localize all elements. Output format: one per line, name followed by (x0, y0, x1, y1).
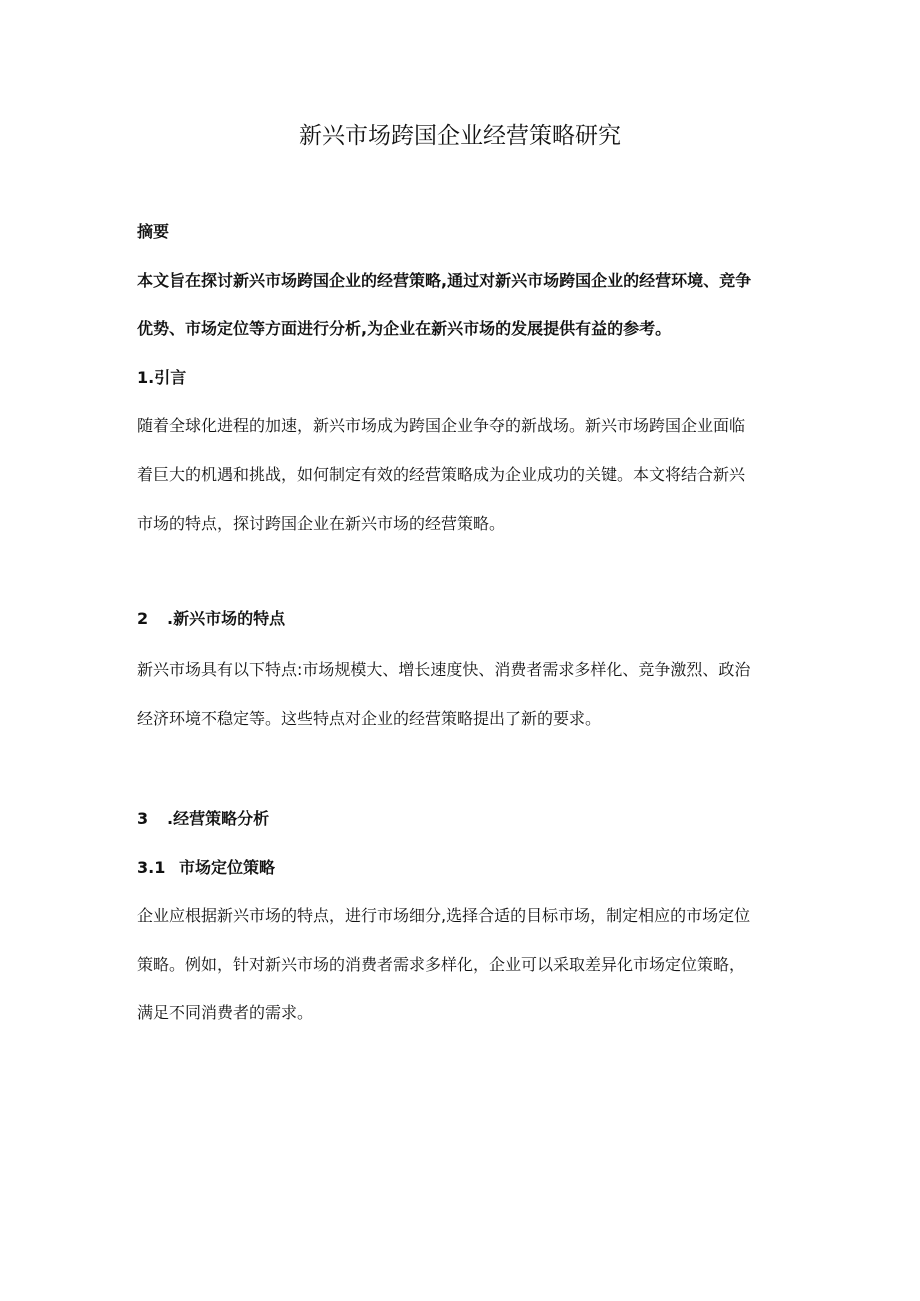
section-1-line-2: 着巨大的机遇和挑战，如何制定有效的经营策略成为企业成功的关键。本文将结合新兴 (137, 465, 746, 484)
subsection-3-1-line-2: 策略。例如，针对新兴市场的消费者需求多样化，企业可以采取差异化市场定位策略， (137, 955, 746, 974)
abstract-line-1: 本文旨在探讨新兴市场跨国企业的经营策略,通过对新兴市场跨国企业的经营环境、竞争 (137, 271, 752, 290)
subsection-3-1-heading: 市场定位策略 (179, 858, 276, 877)
document-title: 新兴市场跨国企业经营策略研究 (299, 123, 621, 149)
subsection-3-1-line-3: 满足不同消费者的需求。 (137, 1003, 314, 1022)
section-3-heading: .经营策略分析 (167, 809, 270, 828)
section-2-heading: .新兴市场的特点 (167, 609, 286, 628)
section-2-heading-row (137, 606, 787, 632)
section-3-number: 3 (137, 809, 149, 828)
section-2-number: 2 (137, 609, 149, 628)
abstract-heading: 摘要 (137, 222, 170, 241)
section-1-heading: 1.引言 (137, 368, 187, 387)
abstract-line-2: 优势、市场定位等方面进行分析,为企业在新兴市场的发展提供有益的参考。 (137, 319, 672, 338)
section-2-line-1: 新兴市场具有以下特点:市场规模大、增长速度快、消费者需求多样化、竞争激烈、政治 (137, 660, 751, 679)
section-3-heading-row (137, 806, 787, 832)
section-1-line-3: 市场的特点，探讨跨国企业在新兴市场的经营策略。 (137, 514, 506, 533)
subsection-3-1-number: 3.1 (137, 858, 166, 877)
section-2-line-2: 经济环境不稳定等。这些特点对企业的经营策略提出了新的要求。 (137, 709, 602, 728)
subsection-3-1-heading-row (137, 855, 787, 881)
section-1-line-1: 随着全球化进程的加速，新兴市场成为跨国企业争夺的新战场。新兴市场跨国企业面临 (137, 416, 746, 435)
subsection-3-1-line-1: 企业应根据新兴市场的特点，进行市场细分,选择合适的目标市场，制定相应的市场定位 (137, 906, 751, 925)
